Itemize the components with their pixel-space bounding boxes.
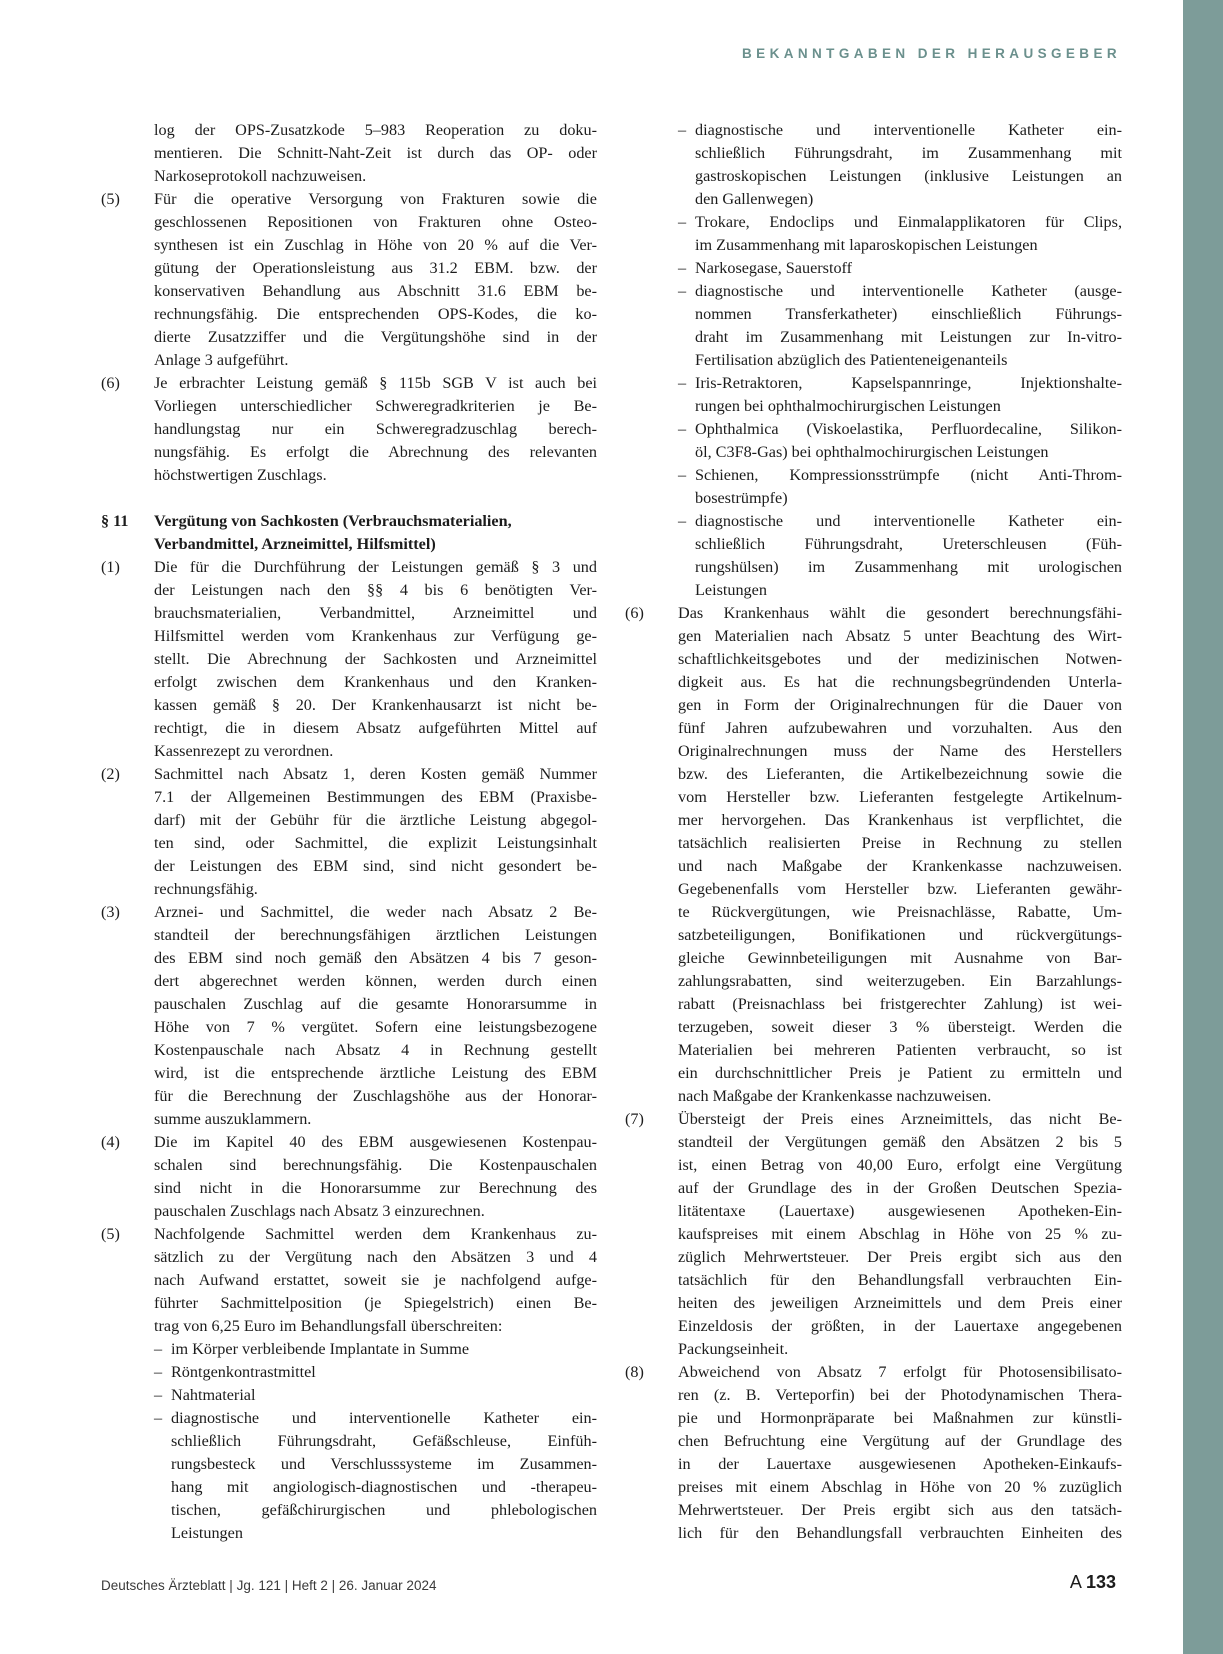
paragraph-text: ist, einen Betrag von 40,00 Euro, erfolgt eine Vergütung bbox=[678, 1156, 1122, 1174]
list-item-text: öl, C3F8-Gas) bei ophthalmochirurgischen Leistungen bbox=[695, 443, 1049, 461]
paragraph-line bbox=[101, 1062, 597, 1085]
paragraph-text: Kassenrezept zu verordnen. bbox=[154, 742, 334, 760]
paragraph-line bbox=[625, 717, 1122, 740]
paragraph-line bbox=[625, 1476, 1122, 1499]
paragraph-gap bbox=[101, 487, 597, 510]
list-item-text: schließlich Führungsdraht, Gefäßschleuse, Einfüh- bbox=[171, 1432, 597, 1450]
paragraph-text: Die im Kapitel 40 des EBM ausgewiesenen Kostenpau- bbox=[154, 1133, 597, 1151]
paragraph-line bbox=[625, 1430, 1122, 1453]
paragraph-text: wird, ist die entsprechende ärztliche Leistung des EBM bbox=[154, 1064, 597, 1082]
paragraph-line bbox=[625, 1292, 1122, 1315]
paragraph-line bbox=[625, 1338, 1122, 1361]
paragraph-line bbox=[625, 1453, 1122, 1476]
paragraph-line bbox=[625, 1246, 1122, 1269]
paragraph-number: (4) bbox=[101, 1133, 120, 1151]
paragraph-text: standteil der Vergütungen gemäß den Absätzen 2 bis 5 bbox=[678, 1133, 1122, 1151]
paragraph-line bbox=[101, 441, 597, 464]
paragraph-text: nungsfähig. Es erfolgt die Abrechnung des relevanten bbox=[154, 443, 597, 461]
page-number-value: 133 bbox=[1085, 1572, 1116, 1592]
paragraph-line bbox=[101, 1016, 597, 1039]
paragraph-text: preises mit einem Abschlag in Höhe von 20 % zuzüglich bbox=[678, 1478, 1122, 1496]
list-item-line bbox=[625, 188, 1122, 211]
paragraph-line bbox=[625, 1361, 1122, 1384]
paragraph-text: synthesen ist ein Zuschlag in Höhe von 20 % auf die Ver- bbox=[154, 236, 597, 254]
paragraph-text: Arznei- und Sachmittel, die weder nach Absatz 2 Be- bbox=[154, 903, 597, 921]
paragraph-text: 7.1 der Allgemeinen Bestimmungen des EBM (Praxisbe- bbox=[154, 788, 597, 806]
paragraph-line bbox=[101, 372, 597, 395]
list-item-line bbox=[101, 1499, 597, 1522]
paragraph-text: schaftlichkeitsgebotes und der medizinischen Notwen- bbox=[678, 650, 1122, 668]
paragraph-text: nach Aufwand erstattet, soweit sie je nachfolgend aufge- bbox=[154, 1271, 597, 1289]
dash-bullet: – bbox=[678, 420, 687, 438]
list-item-text: Nahtmaterial bbox=[171, 1386, 256, 1404]
list-item-text: schließlich Führungsdraht, im Zusammenhang mit bbox=[695, 144, 1122, 162]
paragraph-text: Abweichend von Absatz 7 erfolgt für Photosensibilisato- bbox=[678, 1363, 1122, 1381]
paragraph-text: sind nicht in die Honorarsumme zur Berechnung des bbox=[154, 1179, 597, 1197]
right-text-column bbox=[625, 119, 1122, 1545]
list-item-line bbox=[625, 257, 1122, 280]
dash-bullet: – bbox=[154, 1386, 163, 1404]
paragraph-line bbox=[101, 1039, 597, 1062]
paragraph-text: kassen gemäß § 20. Der Krankenhausarzt ist nicht be- bbox=[154, 696, 597, 714]
list-item-line bbox=[101, 1384, 597, 1407]
paragraph-line bbox=[101, 280, 597, 303]
paragraph-number: (6) bbox=[101, 374, 120, 392]
paragraph-text: fünf Jahren aufzubewahren und vorzuhalten. Aus den bbox=[678, 719, 1122, 737]
paragraph-text: Übersteigt der Preis eines Arzneimittels, das nicht Be- bbox=[678, 1110, 1122, 1128]
list-item-text: draht im Zusammenhang mit Leistungen zur In-vitro- bbox=[695, 328, 1122, 346]
paragraph-text: auf der Grundlage des in der Großen Deutschen Spezia- bbox=[678, 1179, 1122, 1197]
paragraph-line bbox=[625, 1407, 1122, 1430]
paragraph-text: Originalrechnungen muss der Name des Herstellers bbox=[678, 742, 1122, 760]
paragraph-line bbox=[101, 901, 597, 924]
paragraph-text: digkeit aus. Es hat die rechnungsbegründenden Unterla- bbox=[678, 673, 1122, 691]
paragraph-line bbox=[625, 671, 1122, 694]
paragraph-text: für die Berechnung der Zuschlagshöhe aus der Honorar- bbox=[154, 1087, 597, 1105]
paragraph-text: pie und Hormonpräparate bei Maßnahmen zur künstli- bbox=[678, 1409, 1122, 1427]
list-item-line bbox=[101, 1476, 597, 1499]
dash-bullet: – bbox=[154, 1409, 163, 1427]
paragraph-line bbox=[101, 625, 597, 648]
paragraph-line bbox=[101, 326, 597, 349]
list-item-text: Fertilisation abzüglich des Patienteneigenanteils bbox=[695, 351, 1008, 369]
paragraph-text: trag von 6,25 Euro im Behandlungsfall überschreiten: bbox=[154, 1317, 503, 1335]
list-item-line bbox=[625, 418, 1122, 441]
dash-bullet: – bbox=[678, 282, 687, 300]
paragraph-text: der Leistungen des EBM sind, sind nicht gesondert be- bbox=[154, 857, 597, 875]
list-item-line bbox=[625, 556, 1122, 579]
side-color-bar bbox=[1183, 0, 1223, 1654]
paragraph-line bbox=[625, 694, 1122, 717]
paragraph-text: konservativen Behandlung aus Abschnitt 31.6 EBM be- bbox=[154, 282, 597, 300]
journal-citation: Deutsches Ärzteblatt | Jg. 121 | Heft 2 | 26. Januar 2024 bbox=[101, 1578, 437, 1593]
paragraph-number: (5) bbox=[101, 1225, 120, 1243]
paragraph-text: rechnungsfähig. Die entsprechenden OPS-Kodes, die ko- bbox=[154, 305, 597, 323]
paragraph-text: brauchsmaterialien, Verbandmittel, Arzneimittel und bbox=[154, 604, 597, 622]
paragraph-line bbox=[101, 119, 597, 142]
list-item-text: hang mit angiologisch-diagnostischen und -therapeu- bbox=[171, 1478, 597, 1496]
paragraph-text: tatsächlich realisierten Preise in Rechnung zu stellen bbox=[678, 834, 1122, 852]
paragraph-line bbox=[101, 878, 597, 901]
paragraph-number: (2) bbox=[101, 765, 120, 783]
list-item-text: tischen, gefäßchirurgischen und phlebologischen bbox=[171, 1501, 597, 1519]
dash-bullet: – bbox=[678, 374, 687, 392]
paragraph-line bbox=[101, 740, 597, 763]
paragraph-line bbox=[625, 901, 1122, 924]
paragraph-text: rechnungsfähig. bbox=[154, 880, 258, 898]
paragraph-text: führter Sachmittelposition (je Spiegelstrich) einen Be- bbox=[154, 1294, 597, 1312]
list-item-line bbox=[625, 464, 1122, 487]
paragraph-line bbox=[625, 1269, 1122, 1292]
list-item-text: Leistungen bbox=[171, 1524, 243, 1542]
paragraph-line bbox=[101, 855, 597, 878]
list-item-line bbox=[625, 119, 1122, 142]
paragraph-text: nach Maßgabe der Krankenkasse nachzuweisen. bbox=[678, 1087, 992, 1105]
paragraph-line bbox=[625, 1499, 1122, 1522]
list-item-text: bosestrümpfe) bbox=[695, 489, 788, 507]
list-item-line bbox=[625, 487, 1122, 510]
paragraph-text: rechtigt, die in diesem Absatz aufgeführten Mittel auf bbox=[154, 719, 597, 737]
paragraph-text: chen Befruchtung eine Vergütung auf der Grundlage des bbox=[678, 1432, 1122, 1450]
list-item-text: schließlich Führungsdraht, Ureterschleusen (Füh- bbox=[695, 535, 1122, 553]
list-item-line bbox=[625, 441, 1122, 464]
paragraph-line bbox=[101, 257, 597, 280]
paragraph-line bbox=[101, 1200, 597, 1223]
paragraph-line bbox=[625, 786, 1122, 809]
paragraph-text: gen in Form der Originalrechnungen für die Dauer von bbox=[678, 696, 1122, 714]
paragraph-line bbox=[625, 625, 1122, 648]
paragraph-text: erfolgt zwischen dem Krankenhaus und den Kranken- bbox=[154, 673, 597, 691]
dash-bullet: – bbox=[678, 213, 687, 231]
paragraph-line bbox=[625, 809, 1122, 832]
paragraph-text: lich für den Behandlungsfall verbrauchten Einheiten des bbox=[678, 1524, 1122, 1542]
paragraph-text: dierte Zusatzziffer und die Vergütungshöhe sind in der bbox=[154, 328, 597, 346]
paragraph-line bbox=[101, 763, 597, 786]
paragraph-line bbox=[101, 1177, 597, 1200]
list-item-text: rungen bei ophthalmochirurgischen Leistungen bbox=[695, 397, 1001, 415]
paragraph-number: (7) bbox=[625, 1110, 644, 1128]
paragraph-line bbox=[101, 349, 597, 372]
paragraph-line bbox=[625, 1223, 1122, 1246]
paragraph-text: und nach Maßgabe der Krankenkasse nachzuweisen. bbox=[678, 857, 1122, 875]
paragraph-line bbox=[625, 763, 1122, 786]
paragraph-text: Materialien bei mehreren Patienten verbraucht, so ist bbox=[678, 1041, 1122, 1059]
paragraph-text: schalen sind berechnungsfähig. Die Kostenpauschalen bbox=[154, 1156, 597, 1174]
paragraph-text: Einzeldosis der größten, in der Lauertaxe angegebenen bbox=[678, 1317, 1122, 1335]
paragraph-line bbox=[625, 947, 1122, 970]
paragraph-line bbox=[101, 694, 597, 717]
paragraph-line bbox=[101, 786, 597, 809]
paragraph-text: ten sind, oder Sachmittel, die explizit Leistungsinhalt bbox=[154, 834, 597, 852]
page-prefix: A bbox=[1069, 1572, 1081, 1592]
list-item-line bbox=[625, 280, 1122, 303]
list-item-line bbox=[625, 579, 1122, 602]
paragraph-line bbox=[101, 671, 597, 694]
paragraph-line bbox=[625, 1315, 1122, 1338]
paragraph-text: litätentaxe (Lauertaxe) ausgewiesenen Apotheken-Ein- bbox=[678, 1202, 1122, 1220]
paragraph-text: stellt. Die Abrechnung der Sachkosten und Arzneimittel bbox=[154, 650, 597, 668]
paragraph-text: Mehrwertsteuer. Der Preis ergibt sich aus den tatsäch- bbox=[678, 1501, 1122, 1519]
paragraph-text: gen Materialien nach Absatz 5 unter Beachtung des Wirt- bbox=[678, 627, 1122, 645]
paragraph-text: des EBM sind noch gemäß den Absätzen 4 bis 7 geson- bbox=[154, 949, 597, 967]
paragraph-text: sätzlich zu der Vergütung nach den Absätzen 3 und 4 bbox=[154, 1248, 597, 1266]
paragraph-text: pauschalen Zuschlag auf die gesamte Honorarsumme in bbox=[154, 995, 597, 1013]
paragraph-line bbox=[101, 1269, 597, 1292]
list-item-line bbox=[101, 1407, 597, 1430]
paragraph-text: Hilfsmittel werden vom Krankenhaus zur Verfügung ge- bbox=[154, 627, 597, 645]
paragraph-text: in der Lauertaxe ausgewiesenen Apotheken-Einkaufs- bbox=[678, 1455, 1122, 1473]
paragraph-text: mer hervorgehen. Das Krankenhaus ist verpflichtet, die bbox=[678, 811, 1122, 829]
paragraph-line bbox=[625, 1039, 1122, 1062]
paragraph-text: züglich Mehrwertsteuer. Der Preis ergibt sich aus den bbox=[678, 1248, 1122, 1266]
paragraph-line bbox=[101, 832, 597, 855]
paragraph-line bbox=[101, 1246, 597, 1269]
list-item-line bbox=[625, 326, 1122, 349]
paragraph-line bbox=[625, 1085, 1122, 1108]
paragraph-line bbox=[625, 1108, 1122, 1131]
list-item-line bbox=[101, 1430, 597, 1453]
paragraph-text: Sachmittel nach Absatz 1, deren Kosten gemäß Nummer bbox=[154, 765, 597, 783]
list-item-text: diagnostische und interventionelle Katheter ein- bbox=[171, 1409, 597, 1427]
paragraph-text: gütung der Operationsleistung aus 31.2 EBM. bzw. der bbox=[154, 259, 597, 277]
paragraph-text: der Leistungen nach den §§ 4 bis 6 benötigten Ver- bbox=[154, 581, 597, 599]
list-item-line bbox=[625, 303, 1122, 326]
paragraph-text: zahlungsrabatten, sind weiterzugeben. Ein Barzahlungs- bbox=[678, 972, 1122, 990]
paragraph-line bbox=[625, 1200, 1122, 1223]
list-item-text: rungshülsen) im Zusammenhang mit urologischen bbox=[695, 558, 1122, 576]
list-item-line bbox=[625, 165, 1122, 188]
paragraph-text: kaufspreises mit einem Abschlag in Höhe von 25 % zu- bbox=[678, 1225, 1122, 1243]
paragraph-text: standteil der berechnungsfähigen ärztlichen Leistungen bbox=[154, 926, 597, 944]
paragraph-line bbox=[625, 993, 1122, 1016]
list-item-text: im Körper verbleibende Implantate in Summe bbox=[171, 1340, 470, 1358]
paragraph-text: ren (z. B. Verteporfin) bei der Photodynamischen Thera- bbox=[678, 1386, 1122, 1404]
paragraph-text: log der OPS-Zusatzkode 5–983 Reoperation zu doku- bbox=[154, 121, 597, 139]
list-item-text: rungsbesteck und Verschlusssysteme im Zusammen- bbox=[171, 1455, 597, 1473]
list-item-line bbox=[101, 1361, 597, 1384]
list-item-text: Schienen, Kompressionsstrümpfe (nicht Anti-Throm- bbox=[695, 466, 1122, 484]
paragraph-text: summe auszuklammern. bbox=[154, 1110, 312, 1128]
paragraph-text: Die für die Durchführung der Leistungen gemäß § 3 und bbox=[154, 558, 597, 576]
section-heading-line bbox=[101, 510, 597, 533]
list-item-line bbox=[625, 211, 1122, 234]
paragraph-line bbox=[101, 234, 597, 257]
paragraph-number: (6) bbox=[625, 604, 644, 622]
paragraph-line bbox=[625, 878, 1122, 901]
paragraph-line bbox=[625, 1131, 1122, 1154]
paragraph-line bbox=[101, 395, 597, 418]
paragraph-text: tatsächlich für den Behandlungsfall verbrauchten Ein- bbox=[678, 1271, 1122, 1289]
paragraph-text: Höhe von 7 % vergütet. Sofern eine leistungsbezogene bbox=[154, 1018, 597, 1036]
paragraph-text: satzbeteiligungen, Bonifikationen und rückvergütungs- bbox=[678, 926, 1122, 944]
list-item-text: Röntgenkontrastmittel bbox=[171, 1363, 316, 1381]
list-item-line bbox=[101, 1453, 597, 1476]
paragraph-number: § 11 bbox=[101, 512, 129, 530]
paragraph-line bbox=[101, 947, 597, 970]
paragraph-line bbox=[101, 1154, 597, 1177]
paragraph-text: Gegebenenfalls vom Hersteller bzw. Lieferanten gewähr- bbox=[678, 880, 1122, 898]
paragraph-number: (8) bbox=[625, 1363, 644, 1381]
paragraph-line bbox=[625, 740, 1122, 763]
list-item-text: Trokare, Endoclips und Einmalapplikatoren für Clips, bbox=[695, 213, 1122, 231]
paragraph-text: Narkoseprotokoll nachzuweisen. bbox=[154, 167, 367, 185]
paragraph-line bbox=[101, 1223, 597, 1246]
paragraph-line bbox=[101, 1085, 597, 1108]
paragraph-text: Für die operative Versorgung von Frakturen sowie die bbox=[154, 190, 597, 208]
paragraph-line bbox=[101, 970, 597, 993]
paragraph-line bbox=[625, 855, 1122, 878]
paragraph-text: darf) mit der Gebühr für die ärztliche Leistung abgegol- bbox=[154, 811, 597, 829]
paragraph-number: (5) bbox=[101, 190, 120, 208]
list-item-text: diagnostische und interventionelle Katheter ein- bbox=[695, 121, 1122, 139]
paragraph-line bbox=[625, 832, 1122, 855]
paragraph-text: geschlossenen Repositionen von Frakturen ohne Osteo- bbox=[154, 213, 597, 231]
paragraph-text: rabatt (Preisnachlass bei fristgerechter Zahlung) ist wei- bbox=[678, 995, 1122, 1013]
list-item-line bbox=[101, 1338, 597, 1361]
list-item-line bbox=[625, 510, 1122, 533]
list-item-line bbox=[625, 395, 1122, 418]
list-item-line bbox=[625, 533, 1122, 556]
paragraph-text: gleiche Gewinnbeteiligungen mit Ausnahme von Bar- bbox=[678, 949, 1122, 967]
paragraph-line bbox=[625, 602, 1122, 625]
list-item-line bbox=[625, 349, 1122, 372]
paragraph-line bbox=[101, 556, 597, 579]
paragraph-text: terzugeben, soweit dieser 3 % übersteigt. Werden die bbox=[678, 1018, 1122, 1036]
paragraph-line bbox=[101, 142, 597, 165]
paragraph-text: dert abgerechnet werden können, werden durch einen bbox=[154, 972, 597, 990]
paragraph-line bbox=[101, 418, 597, 441]
paragraph-line bbox=[625, 1062, 1122, 1085]
paragraph-text: Kostenpauschale nach Absatz 4 in Rechnung gestellt bbox=[154, 1041, 597, 1059]
paragraph-text: handlungstag nur ein Schweregradzuschlag berech- bbox=[154, 420, 597, 438]
paragraph-line bbox=[625, 1522, 1122, 1545]
paragraph-line bbox=[625, 648, 1122, 671]
paragraph-line bbox=[101, 993, 597, 1016]
paragraph-text: te Rückvergütungen, wie Preisnachlässe, Rabatte, Um- bbox=[678, 903, 1122, 921]
paragraph-line bbox=[101, 464, 597, 487]
dash-bullet: – bbox=[678, 121, 687, 139]
paragraph-text: heiten des jeweiligen Arzneimittels und dem Preis einer bbox=[678, 1294, 1122, 1312]
paragraph-line bbox=[101, 211, 597, 234]
list-item-text: im Zusammenhang mit laparoskopischen Leistungen bbox=[695, 236, 1038, 254]
list-item-line bbox=[625, 142, 1122, 165]
paragraph-line bbox=[101, 1108, 597, 1131]
paragraph-text: mentieren. Die Schnitt-Naht-Zeit ist durch das OP- oder bbox=[154, 144, 597, 162]
paragraph-line bbox=[625, 1154, 1122, 1177]
list-item-text: Iris-Retraktoren, Kapselspannringe, Injektionshalte- bbox=[695, 374, 1122, 392]
paragraph-text: höchstwertigen Zuschlags. bbox=[154, 466, 327, 484]
list-item-line bbox=[101, 1522, 597, 1545]
paragraph-text: Vorliegen unterschiedlicher Schweregradkriterien je Be- bbox=[154, 397, 597, 415]
paragraph-text: Das Krankenhaus wählt die gesondert berechnungsfähi- bbox=[678, 604, 1122, 622]
paragraph-line bbox=[625, 970, 1122, 993]
paragraph-text: pauschalen Zuschlags nach Absatz 3 einzurechnen. bbox=[154, 1202, 485, 1220]
paragraph-line bbox=[101, 809, 597, 832]
paragraph-text: bzw. des Lieferanten, die Artikelbezeichnung sowie die bbox=[678, 765, 1122, 783]
paragraph-text: ein durchschnittlicher Preis je Patient zu ermitteln und bbox=[678, 1064, 1122, 1082]
left-text-column bbox=[101, 119, 597, 1545]
paragraph-line bbox=[625, 924, 1122, 947]
list-item-text: diagnostische und interventionelle Katheter ein- bbox=[695, 512, 1122, 530]
paragraph-line bbox=[101, 1315, 597, 1338]
list-item-text: gastroskopischen Leistungen (inklusive Leistungen an bbox=[695, 167, 1122, 185]
dash-bullet: – bbox=[678, 512, 687, 530]
paragraph-line bbox=[101, 1292, 597, 1315]
page-number bbox=[1070, 1572, 1116, 1593]
paragraph-line bbox=[625, 1177, 1122, 1200]
dash-bullet: – bbox=[678, 259, 687, 277]
paragraph-line bbox=[101, 579, 597, 602]
section-heading-line bbox=[101, 533, 597, 556]
paragraph-line bbox=[625, 1384, 1122, 1407]
paragraph-text: Je erbrachter Leistung gemäß § 115b SGB V ist auch bei bbox=[154, 374, 597, 392]
paragraph-line bbox=[101, 602, 597, 625]
paragraph-text: Packungseinheit. bbox=[678, 1340, 789, 1358]
section-heading-text: Verbandmittel, Arzneimittel, Hilfsmittel) bbox=[154, 535, 436, 553]
dash-bullet: – bbox=[154, 1340, 163, 1358]
list-item-text: Leistungen bbox=[695, 581, 767, 599]
paragraph-line bbox=[101, 924, 597, 947]
paragraph-line bbox=[101, 1131, 597, 1154]
dash-bullet: – bbox=[154, 1363, 163, 1381]
list-item-text: nommen Transferkatheter) einschließlich Führungs- bbox=[695, 305, 1122, 323]
paragraph-number: (1) bbox=[101, 558, 120, 576]
paragraph-line bbox=[101, 303, 597, 326]
paragraph-line bbox=[625, 1016, 1122, 1039]
list-item-text: den Gallenwegen) bbox=[695, 190, 814, 208]
paragraph-number: (3) bbox=[101, 903, 120, 921]
list-item-text: Ophthalmica (Viskoelastika, Perfluordecaline, Silikon- bbox=[695, 420, 1122, 438]
list-item-text: diagnostische und interventionelle Katheter (ausge- bbox=[695, 282, 1122, 300]
dash-bullet: – bbox=[678, 466, 687, 484]
paragraph-text: vom Hersteller bzw. Lieferanten festgelegte Artikelnum- bbox=[678, 788, 1122, 806]
section-heading-text: Vergütung von Sachkosten (Verbrauchsmaterialien, bbox=[154, 512, 512, 530]
paragraph-text: Anlage 3 aufgeführt. bbox=[154, 351, 289, 369]
list-item-text: Narkosegase, Sauerstoff bbox=[695, 259, 853, 277]
paragraph-line bbox=[101, 648, 597, 671]
paragraph-line bbox=[101, 188, 597, 211]
paragraph-line bbox=[101, 165, 597, 188]
paragraph-text: Nachfolgende Sachmittel werden dem Krankenhaus zu- bbox=[154, 1225, 597, 1243]
list-item-line bbox=[625, 234, 1122, 257]
paragraph-line bbox=[101, 717, 597, 740]
list-item-line bbox=[625, 372, 1122, 395]
section-header: BEKANNTGABEN DER HERAUSGEBER bbox=[742, 46, 1121, 61]
